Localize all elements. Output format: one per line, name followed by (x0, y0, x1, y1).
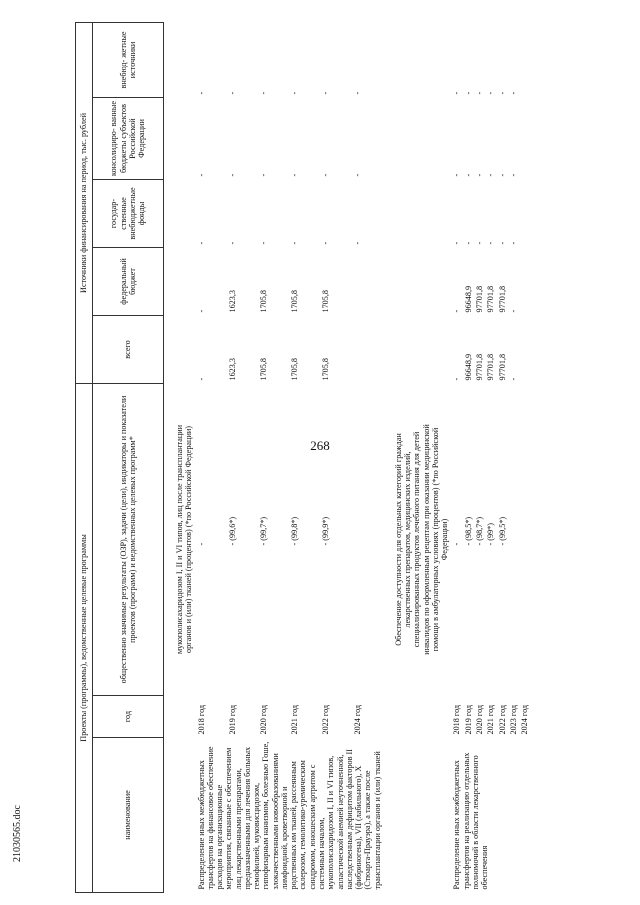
empty-cell (172, 248, 196, 316)
table-row (196, 22, 227, 892)
federal-cell: - (508, 309, 518, 313)
section-name: Распределение иных межбюджетных трансфертов на реализацию отдельных полномочий в области лекарственного обеспечения (452, 752, 490, 890)
year-cell: 2018 год (196, 704, 206, 735)
header-state-funds: государ- ственные внебюджетные фонды (93, 180, 164, 248)
empty-cell (172, 22, 196, 97)
result-value-cell: - (99*) (486, 522, 496, 546)
federal-cell: 1705,8 (290, 289, 300, 313)
offbudget-cell: - (196, 91, 206, 95)
federal-cell: 97701,8 (474, 285, 484, 313)
regional-cell: - (258, 173, 268, 177)
federal-cell: 97701,8 (497, 285, 507, 313)
section-result-row (172, 22, 196, 892)
header-total: всего (93, 316, 164, 384)
header-year: год (93, 696, 164, 738)
page-number: 268 (310, 438, 330, 453)
table-body (164, 22, 531, 892)
state-funds-cell (519, 180, 530, 248)
year-cell: 2019 год (463, 704, 473, 735)
total-cell: 97701,8 (474, 353, 484, 381)
empty-cell (172, 180, 196, 248)
header-projects-group: Проекты (программы), ведомственные целевые программы (76, 384, 93, 893)
empty-cell (391, 316, 452, 384)
result-value-cell (519, 384, 530, 696)
federal-cell: 97701,8 (486, 285, 496, 313)
empty-cell (391, 22, 452, 97)
table-row (451, 22, 462, 892)
header-offbudget: внебюд- жетные источники (93, 22, 164, 97)
year-cell: 2019 год (227, 704, 237, 735)
section-spacer (164, 22, 173, 892)
year-cell: 2023 год (508, 704, 518, 735)
header-federal: федеральный бюджет (93, 248, 164, 316)
federal-cell: 1623,3 (227, 289, 237, 313)
result-value-cell (352, 384, 383, 696)
state-funds-cell: - (321, 241, 331, 245)
offbudget-cell: - (352, 91, 362, 95)
regional-cell: - (321, 173, 331, 177)
file-name: 21030565.doc (12, 805, 23, 862)
total-cell: - (508, 377, 518, 381)
result-value-cell: - (99,5*) (497, 516, 507, 546)
state-funds-cell: - (508, 241, 518, 245)
regional-cell: - (508, 173, 518, 177)
year-cell: 2020 год (474, 704, 484, 735)
state-funds-cell: - (474, 241, 484, 245)
section-result-spacer (172, 696, 196, 893)
state-funds-cell: - (452, 241, 462, 245)
result-value-cell: - (98,5*) (463, 516, 473, 546)
regional-cell: - (227, 173, 237, 177)
state-funds-cell: - (227, 241, 237, 245)
empty-cell (391, 98, 452, 180)
regional-cell: - (486, 173, 496, 177)
section-result-text: Обеспечение доступности для отдельных категорий граждан лекарственных препаратов, медицинских изделий, специализированных продуктов лечебного питания для детей инвалидов по оформленным рецептам при оказании медицинской помощи в амбулаторных условиях (процентов) (*по Российской Федерации) (393, 424, 450, 655)
year-cell: 2018 год (452, 704, 462, 735)
section-result-row (391, 22, 452, 892)
federal-cell: - (452, 309, 462, 313)
state-funds-cell: - (352, 241, 362, 245)
year-cell: 2024 год (520, 704, 530, 735)
offbudget-cell (519, 22, 530, 97)
total-cell: - (196, 377, 206, 381)
result-value-cell: - (99,9*) (321, 516, 331, 546)
total-cell: 97701,8 (486, 353, 496, 381)
offbudget-cell: - (321, 91, 331, 95)
regional-cell: - (352, 173, 362, 177)
empty-cell (172, 98, 196, 180)
offbudget-cell: - (258, 91, 268, 95)
state-funds-cell: - (497, 241, 507, 245)
year-cell: 2020 год (258, 704, 268, 735)
state-funds-cell: - (258, 241, 268, 245)
federal-cell (519, 248, 530, 316)
section-result-text: мукополисахаридозом I, II и VI типов, лиц после трансплантации органов и (или) тканей (процентов) (*по Российской Федерации) (175, 425, 194, 655)
offbudget-cell: - (474, 91, 484, 95)
federal-cell: 1705,8 (321, 289, 331, 313)
section-spacer (383, 22, 391, 892)
total-cell: 1623,3 (227, 357, 237, 381)
result-value-cell: - (98,7*) (474, 516, 484, 546)
empty-cell (391, 180, 452, 248)
state-funds-cell: - (196, 241, 206, 245)
federal-cell: - (196, 309, 206, 313)
result-value-cell (508, 384, 519, 696)
regional-cell: - (452, 173, 462, 177)
header-financing-group: Источники финансирования на период, тыс. рублей (76, 22, 93, 383)
result-value-cell: - (99,7*) (258, 516, 268, 546)
regional-cell: - (290, 173, 300, 177)
year-cell: 2022 год (321, 704, 331, 735)
state-funds-cell: - (486, 241, 496, 245)
total-cell (519, 316, 530, 384)
header-regional: консолидиро- ванные бюджеты субъектов Российской Федерации (93, 98, 164, 180)
regional-cell: - (196, 173, 206, 177)
year-cell: 2021 год (486, 704, 496, 735)
federal-cell (352, 248, 383, 316)
regional-cell (519, 98, 530, 180)
result-value-cell: - (452, 542, 462, 546)
result-value-cell: - (99,8*) (290, 516, 300, 546)
empty-cell (172, 316, 196, 384)
offbudget-cell: - (290, 91, 300, 95)
header-results: общественно значимые результаты (ОЗР), задачи (цели), индикаторы и показатели проектов (программ) и ведомственных целевых программ* (93, 384, 164, 696)
total-cell: - (452, 377, 462, 381)
offbudget-cell: - (508, 91, 518, 95)
year-cell: 2021 год (290, 704, 300, 735)
header-name: наименование (93, 738, 164, 893)
rotated-table-area (75, 23, 640, 893)
financing-table (75, 22, 530, 893)
federal-cell: 96648,9 (463, 285, 473, 313)
section-result-spacer (391, 696, 452, 893)
total-cell: 1705,8 (290, 357, 300, 381)
total-cell: 97701,8 (497, 353, 507, 381)
regional-cell: - (474, 173, 484, 177)
regional-cell: - (497, 173, 507, 177)
offbudget-cell: - (452, 91, 462, 95)
empty-cell (391, 248, 452, 316)
year-cell: 2022 год (497, 704, 507, 735)
offbudget-cell: - (486, 91, 496, 95)
section-name: Распределение иных межбюджетных трансфертов на финансовое обеспечение расходов на организационные мероприятия, связанные с обеспечением лиц лекарственными препаратами, предназначенными для лечения больных гемофилией, муковисцидозом, гипофизарным нанизмом, болезнью Гоше, злокачественными новообразованиями лимфоидной, кроветворной и родственных им тканей, рассеянным склерозом, гемолитико-уремическим синдромом, юношеским артритом с системным началом, мукополисахаридозом I, II и VI типов, апластической анемией неуточненной, наследственным дефицитом факторов II (фибриногена), VII (лабильного), X (Стюарта-Прауэра), а также после трансплантации органов и (или) тканей (196, 741, 382, 890)
total-cell: 1705,8 (258, 357, 268, 381)
total-cell: 1705,8 (321, 357, 331, 381)
federal-cell: 1705,8 (258, 289, 268, 313)
total-cell: 96648,9 (463, 353, 473, 381)
offbudget-cell: - (463, 91, 473, 95)
offbudget-cell: - (497, 91, 507, 95)
state-funds-cell: - (463, 241, 473, 245)
result-value-cell: - (196, 542, 206, 546)
regional-cell: - (463, 173, 473, 177)
state-funds-cell: - (290, 241, 300, 245)
offbudget-cell: - (227, 91, 237, 95)
total-cell (352, 316, 383, 384)
year-cell: 2024 год (352, 704, 362, 735)
result-value-cell: - (99,6*) (227, 516, 237, 546)
